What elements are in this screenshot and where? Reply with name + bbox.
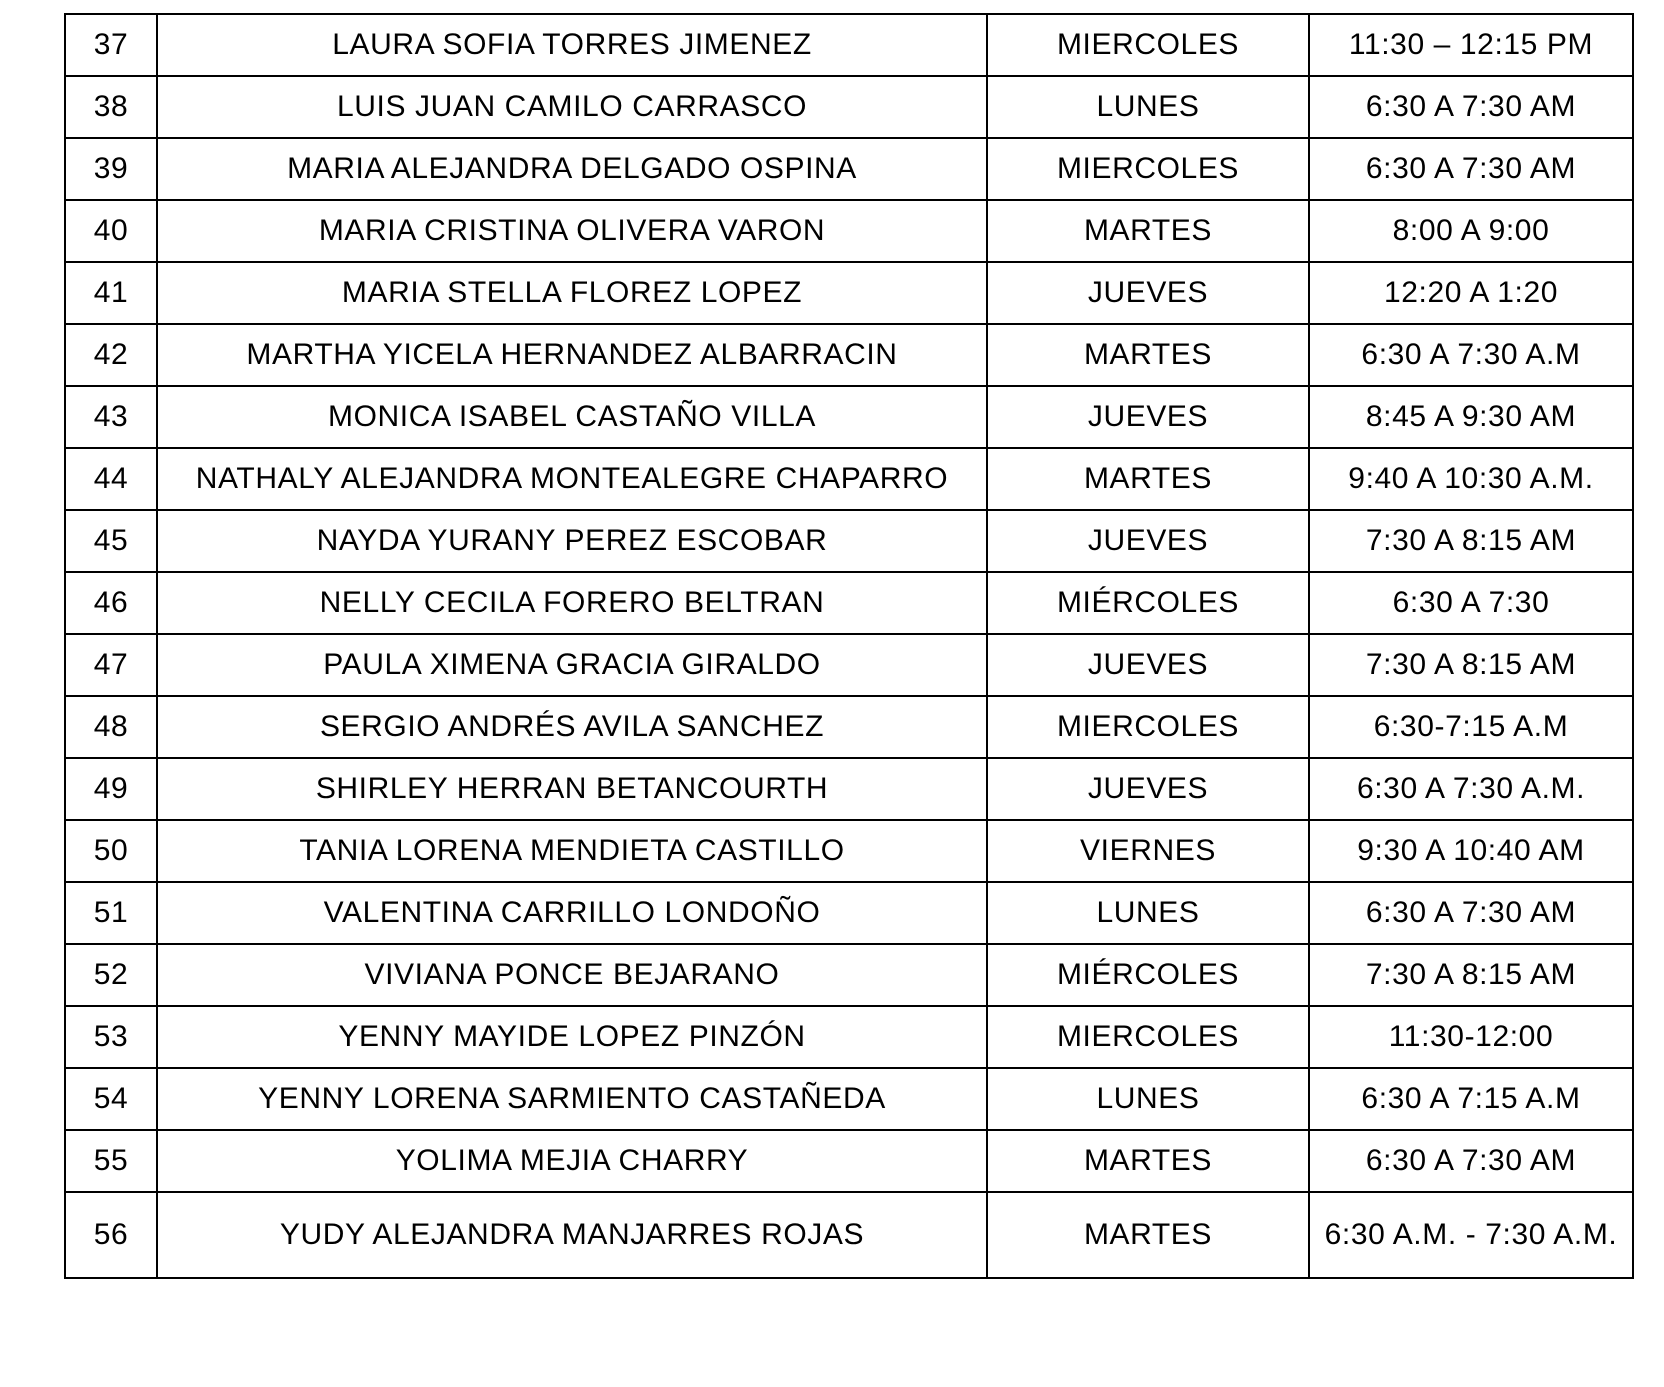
- row-number: 37: [65, 14, 157, 76]
- person-name: PAULA XIMENA GRACIA GIRALDO: [157, 634, 987, 696]
- weekday: MIERCOLES: [987, 696, 1309, 758]
- weekday: MIÉRCOLES: [987, 572, 1309, 634]
- person-name: SHIRLEY HERRAN BETANCOURTH: [157, 758, 987, 820]
- weekday: MARTES: [987, 448, 1309, 510]
- weekday: LUNES: [987, 76, 1309, 138]
- weekday: MIERCOLES: [987, 1006, 1309, 1068]
- time-slot: 9:30 A 10:40 AM: [1309, 820, 1633, 882]
- time-slot: 7:30 A 8:15 AM: [1309, 944, 1633, 1006]
- row-number: 44: [65, 448, 157, 510]
- table-row: [65, 882, 1633, 944]
- table-row: [65, 1006, 1633, 1068]
- table-row: [65, 1068, 1633, 1130]
- time-slot: 6:30 A 7:30 AM: [1309, 882, 1633, 944]
- person-name: LAURA SOFIA TORRES JIMENEZ: [157, 14, 987, 76]
- schedule-table: [64, 13, 1634, 1279]
- table-row: [65, 448, 1633, 510]
- time-slot: 9:40 A 10:30 A.M.: [1309, 448, 1633, 510]
- table-row: [65, 634, 1633, 696]
- person-name: LUIS JUAN CAMILO CARRASCO: [157, 76, 987, 138]
- person-name: MARTHA YICELA HERNANDEZ ALBARRACIN: [157, 324, 987, 386]
- person-name: MARIA STELLA FLOREZ LOPEZ: [157, 262, 987, 324]
- row-number: 39: [65, 138, 157, 200]
- table-row: [65, 944, 1633, 1006]
- weekday: JUEVES: [987, 386, 1309, 448]
- row-number: 47: [65, 634, 157, 696]
- weekday: MARTES: [987, 1130, 1309, 1192]
- table-row: [65, 510, 1633, 572]
- weekday: LUNES: [987, 882, 1309, 944]
- person-name: MARIA ALEJANDRA DELGADO OSPINA: [157, 138, 987, 200]
- table-row: [65, 324, 1633, 386]
- row-number: 53: [65, 1006, 157, 1068]
- time-slot: 6:30 A 7:30 AM: [1309, 1130, 1633, 1192]
- person-name: YENNY LORENA SARMIENTO CASTAÑEDA: [157, 1068, 987, 1130]
- table-row: [65, 696, 1633, 758]
- row-number: 42: [65, 324, 157, 386]
- weekday: MARTES: [987, 324, 1309, 386]
- person-name: NELLY CECILA FORERO BELTRAN: [157, 572, 987, 634]
- row-number: 45: [65, 510, 157, 572]
- time-slot: 8:45 A 9:30 AM: [1309, 386, 1633, 448]
- time-slot: 6:30-7:15 A.M: [1309, 696, 1633, 758]
- person-name: YENNY MAYIDE LOPEZ PINZÓN: [157, 1006, 987, 1068]
- table-row: [65, 820, 1633, 882]
- person-name: NAYDA YURANY PEREZ ESCOBAR: [157, 510, 987, 572]
- weekday: VIERNES: [987, 820, 1309, 882]
- row-number: 49: [65, 758, 157, 820]
- row-number: 54: [65, 1068, 157, 1130]
- time-slot: 11:30 – 12:15 PM: [1309, 14, 1633, 76]
- time-slot: 6:30 A 7:15 A.M: [1309, 1068, 1633, 1130]
- weekday: JUEVES: [987, 758, 1309, 820]
- weekday: MARTES: [987, 200, 1309, 262]
- row-number: 56: [65, 1192, 157, 1278]
- table-row: [65, 14, 1633, 76]
- weekday: JUEVES: [987, 634, 1309, 696]
- person-name: TANIA LORENA MENDIETA CASTILLO: [157, 820, 987, 882]
- weekday: MARTES: [987, 1192, 1309, 1278]
- person-name: NATHALY ALEJANDRA MONTEALEGRE CHAPARRO: [157, 448, 987, 510]
- table-row: [65, 76, 1633, 138]
- table-row: [65, 572, 1633, 634]
- row-number: 46: [65, 572, 157, 634]
- schedule-table-body: [65, 14, 1633, 1278]
- time-slot: 7:30 A 8:15 AM: [1309, 634, 1633, 696]
- table-row: [65, 200, 1633, 262]
- time-slot: 12:20 A 1:20: [1309, 262, 1633, 324]
- time-slot: 6:30 A 7:30 A.M.: [1309, 758, 1633, 820]
- table-row: [65, 1130, 1633, 1192]
- row-number: 41: [65, 262, 157, 324]
- table-row: [65, 758, 1633, 820]
- weekday: MIERCOLES: [987, 138, 1309, 200]
- time-slot: 6:30 A 7:30 AM: [1309, 138, 1633, 200]
- weekday: JUEVES: [987, 262, 1309, 324]
- time-slot: 7:30 A 8:15 AM: [1309, 510, 1633, 572]
- person-name: SERGIO ANDRÉS AVILA SANCHEZ: [157, 696, 987, 758]
- time-slot: 6:30 A 7:30 AM: [1309, 76, 1633, 138]
- row-number: 40: [65, 200, 157, 262]
- person-name: YUDY ALEJANDRA MANJARRES ROJAS: [157, 1192, 987, 1278]
- row-number: 43: [65, 386, 157, 448]
- row-number: 55: [65, 1130, 157, 1192]
- time-slot: 8:00 A 9:00: [1309, 200, 1633, 262]
- time-slot: 6:30 A 7:30: [1309, 572, 1633, 634]
- row-number: 48: [65, 696, 157, 758]
- weekday: MIÉRCOLES: [987, 944, 1309, 1006]
- person-name: MARIA CRISTINA OLIVERA VARON: [157, 200, 987, 262]
- row-number: 52: [65, 944, 157, 1006]
- weekday: LUNES: [987, 1068, 1309, 1130]
- person-name: MONICA ISABEL CASTAÑO VILLA: [157, 386, 987, 448]
- weekday: JUEVES: [987, 510, 1309, 572]
- person-name: VALENTINA CARRILLO LONDOÑO: [157, 882, 987, 944]
- table-row: [65, 386, 1633, 448]
- row-number: 50: [65, 820, 157, 882]
- person-name: VIVIANA PONCE BEJARANO: [157, 944, 987, 1006]
- table-row: [65, 262, 1633, 324]
- time-slot: 6:30 A 7:30 A.M: [1309, 324, 1633, 386]
- row-number: 51: [65, 882, 157, 944]
- time-slot: 11:30-12:00: [1309, 1006, 1633, 1068]
- weekday: MIERCOLES: [987, 14, 1309, 76]
- time-slot: 6:30 A.M. - 7:30 A.M.: [1309, 1192, 1633, 1278]
- row-number: 38: [65, 76, 157, 138]
- table-row: [65, 1192, 1633, 1278]
- table-row: [65, 138, 1633, 200]
- person-name: YOLIMA MEJIA CHARRY: [157, 1130, 987, 1192]
